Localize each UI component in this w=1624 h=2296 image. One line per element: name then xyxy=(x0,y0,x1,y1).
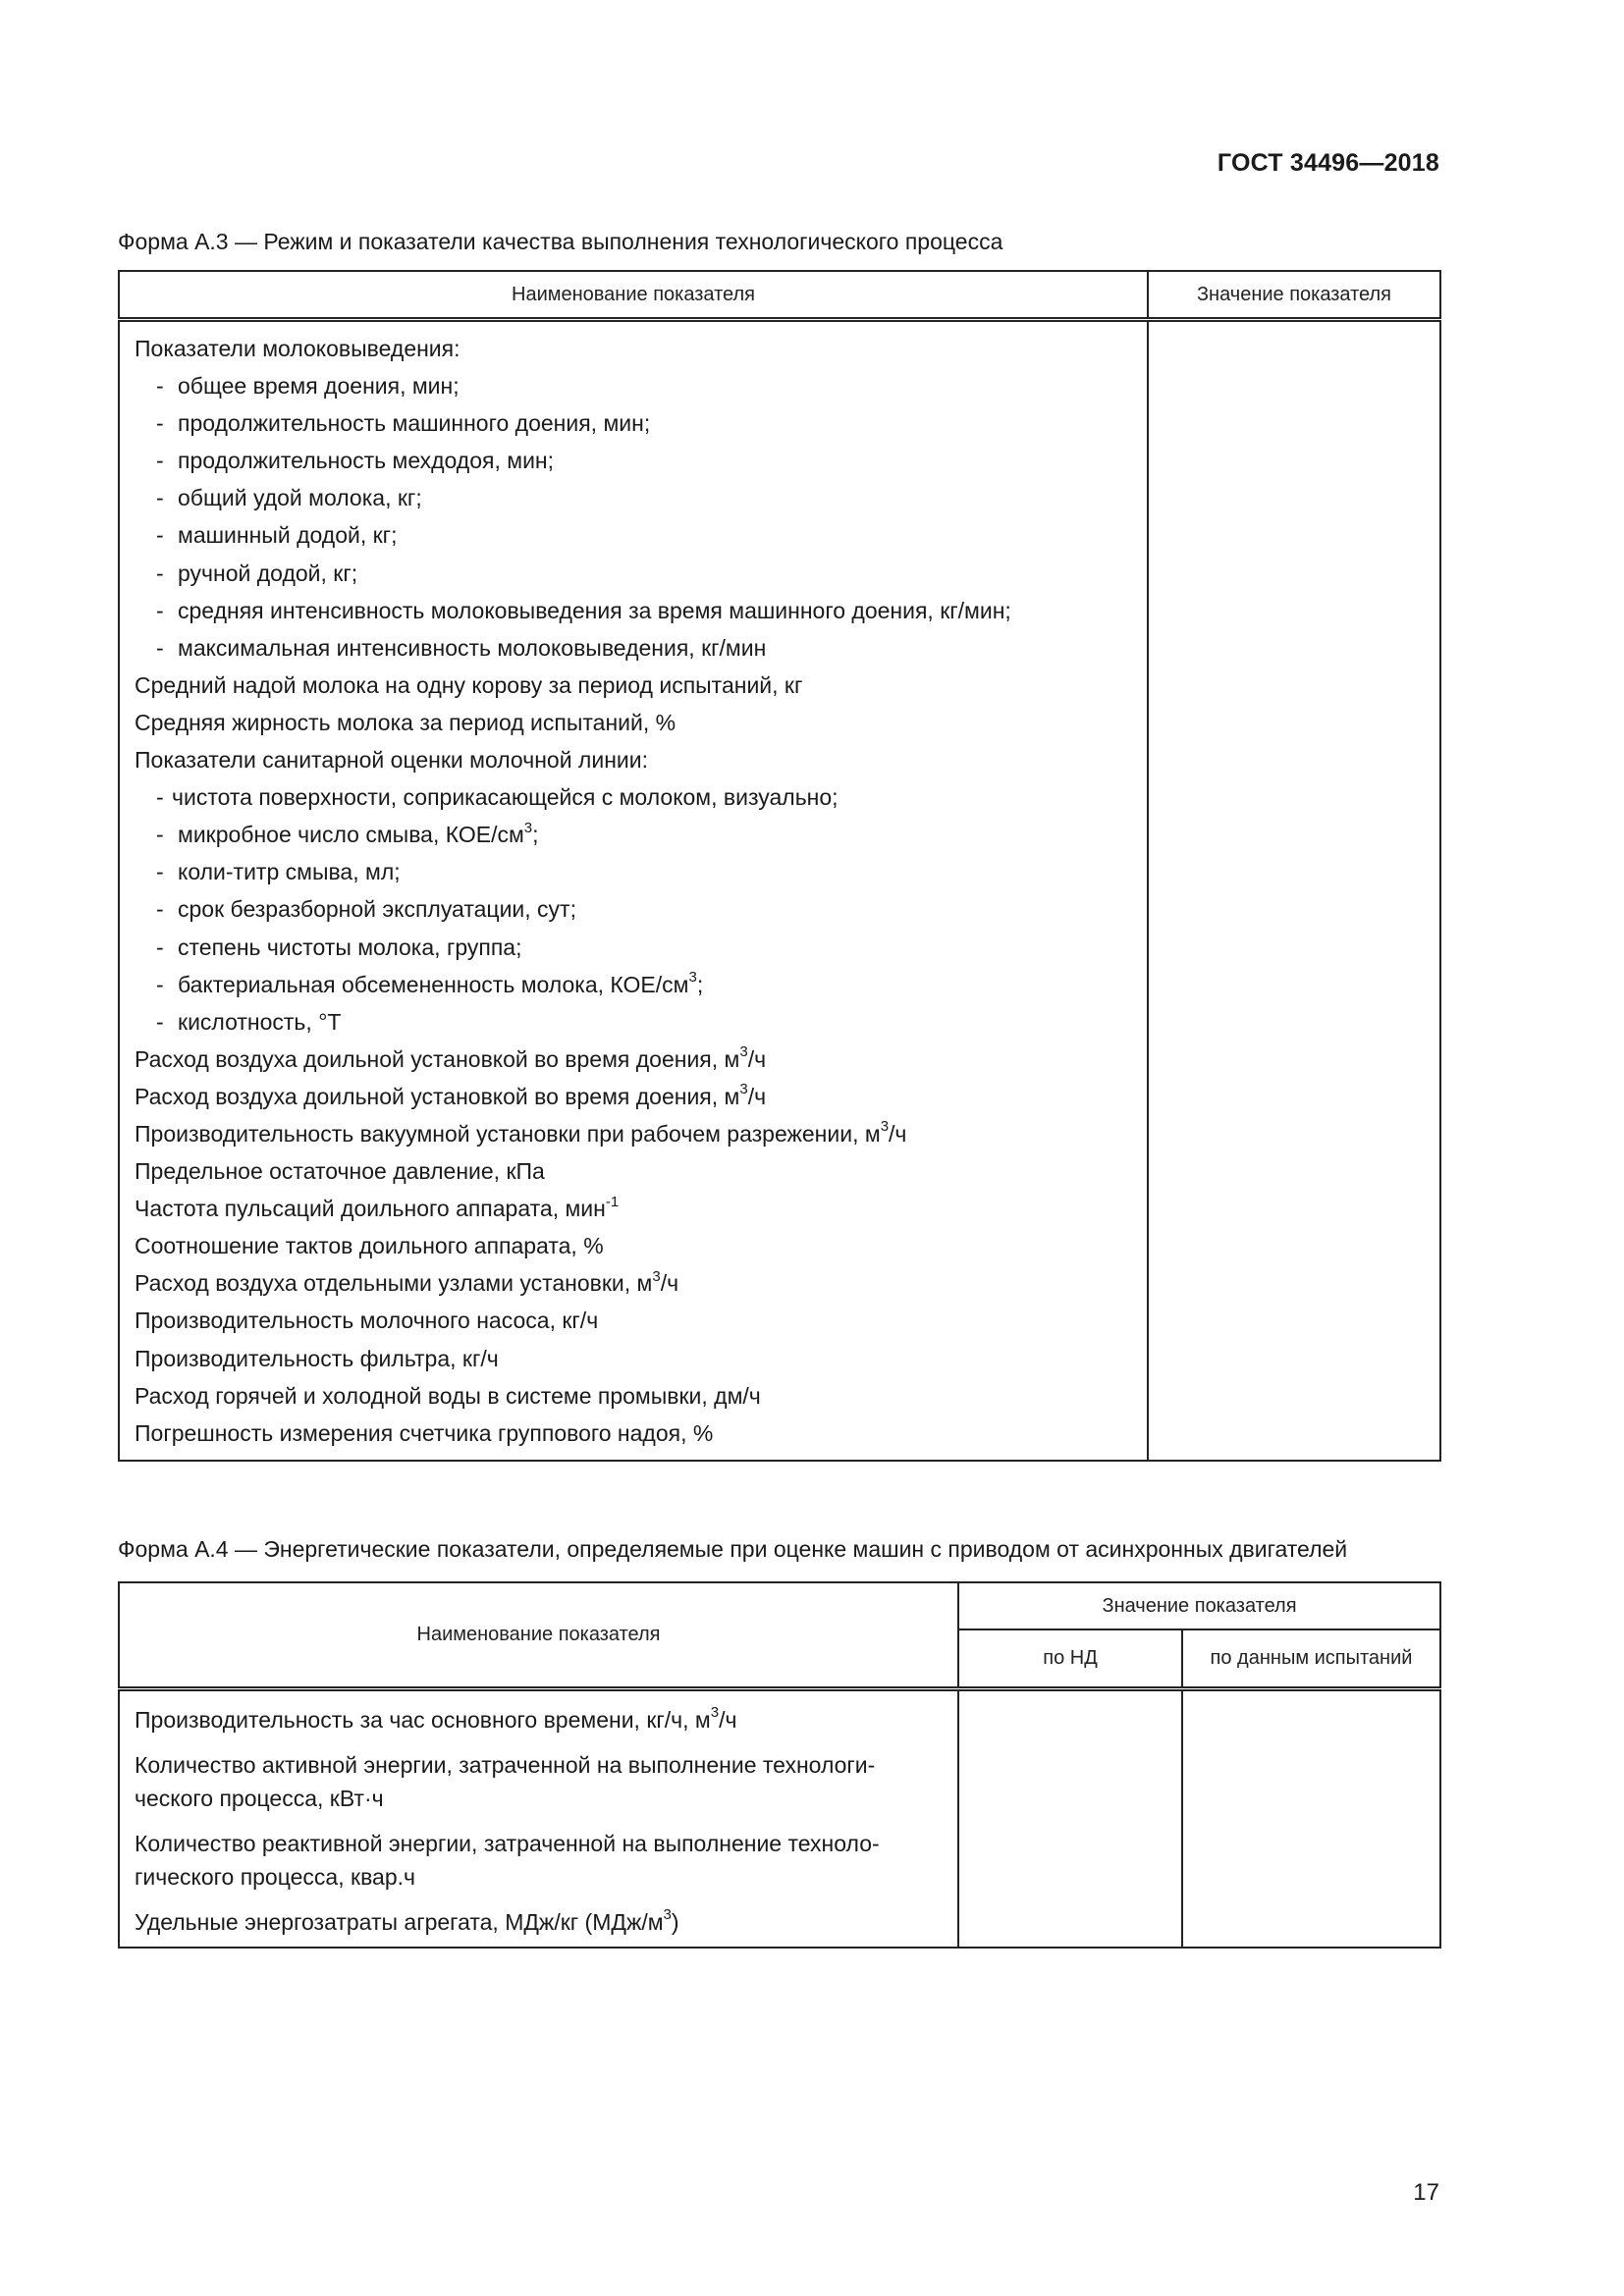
list-item: Количество активной энергии, затраченной на выполнение технологи-ческого процесса, кВт·ч xyxy=(135,1752,876,1811)
list-item: Производительность за час основного времени, кг/ч, $м^3/ч$ xyxy=(135,1704,737,1733)
form-a4-table xyxy=(118,1581,1441,1949)
list-item: - продолжительность машинного доения, мин; xyxy=(135,404,1147,442)
table-header-row xyxy=(119,1582,1440,1629)
column-header-name: Наименование показателя xyxy=(119,1582,958,1689)
list-item: - машинный додой, кг; xyxy=(135,516,1147,554)
value-by-nd-cell[interactable] xyxy=(958,1689,1182,1949)
form-a3-table xyxy=(118,270,1441,1462)
list-item: - средняя интенсивность молоковыведения за время машинного доения, кг/мин; xyxy=(135,592,1147,629)
list-item: Удельные энергозатраты агрегата, МДж/кг $(МДж/м^3)$ xyxy=(135,1906,679,1935)
list-item: - ручной додой, кг; xyxy=(135,555,1147,592)
list-item: Производительность молочного насоса, кг/ч xyxy=(135,1308,599,1334)
form-a4-caption: Форма А.4 — Энергетические показатели, определяемые при оценке машин с приводом от асинхронных двигателей xyxy=(118,1536,1348,1562)
list-item: Средняя жирность молока за период испытаний, % xyxy=(135,709,677,735)
column-header-value-group: Значение показателя xyxy=(958,1582,1440,1629)
list-item: Производительность фильтра, кг/ч xyxy=(135,1345,499,1371)
form-a3-caption: Форма А.3 — Режим и показатели качества выполнения технологического процесса xyxy=(118,229,1003,254)
list-item: - максимальная интенсивность молоковыведения, кг/мин xyxy=(135,629,1147,667)
column-header-value: Значение показателя xyxy=(1148,271,1440,320)
indicator-list xyxy=(120,322,1147,1460)
table-body-row xyxy=(119,320,1440,1461)
indicator-names-cell xyxy=(119,320,1148,1461)
list-item: Расход воздуха доильной установкой во время доения, $м^3/ч$ xyxy=(135,1081,767,1109)
list-item: - микробное число смыва, КОЕ/$см^3$; xyxy=(135,816,1147,853)
list-item: - общий удой молока, кг; xyxy=(135,479,1147,516)
list-item: - бактериальная обсемененность молока, КОЕ/$см^3$; xyxy=(135,966,1147,1003)
list-item: Частота пульсаций доильного аппарата, мин$^{-1}$ xyxy=(135,1193,620,1222)
indicator-list xyxy=(120,1691,957,1947)
list-item: - кислотность, °Т xyxy=(135,1003,1147,1041)
list-item: - срок безразборной эксплуатации, сут; xyxy=(135,890,1147,928)
indicator-names-cell xyxy=(119,1689,958,1949)
list-item: Количество реактивной энергии, затраченной на выполнение техноло-гического процесса, квар.ч xyxy=(135,1831,880,1890)
list-item: Расход воздуха отдельными узлами установки, $м^3/ч$ xyxy=(135,1267,679,1297)
list-item: - коли-титр смыва, мл; xyxy=(135,853,1147,890)
list-item: Показатели санитарной оценки молочной линии: xyxy=(135,747,648,774)
column-header-by-nd: по НД xyxy=(958,1629,1182,1689)
column-header-by-tests: по данным испытаний xyxy=(1182,1629,1440,1689)
column-header-name: Наименование показателя xyxy=(119,271,1148,320)
list-item: Предельное остаточное давление, кПа xyxy=(135,1158,545,1185)
list-item: Средний надой молока на одну корову за период испытаний, кг xyxy=(135,671,803,698)
list-item: Показатели молоковыведения: xyxy=(135,336,460,361)
list-item: Расход воздуха доильной установкой во время доения, $м^3/ч$ xyxy=(135,1043,767,1072)
list-item: - продолжительность мехдодоя, мин; xyxy=(135,442,1147,479)
table-header-row xyxy=(119,271,1440,320)
list-item: Расход горячей и холодной воды в системе промывки, дм/ч xyxy=(135,1382,761,1409)
list-item: - общее время доения, мин; xyxy=(135,367,1147,404)
list-item: - чистота поверхности, соприкасающейся с молоком, визуально; xyxy=(135,778,1147,816)
indicator-values-cell[interactable] xyxy=(1148,320,1440,1461)
table-body-row xyxy=(119,1689,1440,1949)
list-item: - степень чистоты молока, группа; xyxy=(135,929,1147,966)
value-by-tests-cell[interactable] xyxy=(1182,1689,1440,1949)
list-item: Производительность вакуумной установки при рабочем разрежении, $м^3/ч$ xyxy=(135,1118,907,1147)
standard-header: ГОСТ 34496—2018 xyxy=(1217,149,1439,177)
list-item: Погрешность измерения счетчика группового надоя, % xyxy=(135,1419,714,1446)
page-number: 17 xyxy=(1413,2179,1439,2206)
list-item: Соотношение тактов доильного аппарата, % xyxy=(135,1233,604,1259)
